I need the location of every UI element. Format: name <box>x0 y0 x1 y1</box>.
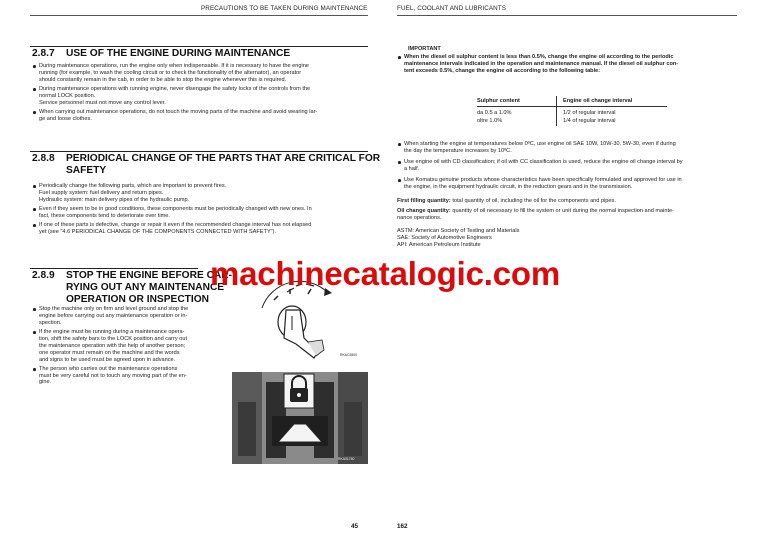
machine-photo-illustration <box>232 372 368 464</box>
table-row <box>477 107 667 116</box>
section-rule <box>30 151 368 152</box>
oil-change-text: quantity of oil necessary to fill the system or unit during the normal inspection and mainte- <box>450 208 675 214</box>
section-rule <box>30 46 368 47</box>
section-title: SAFETY <box>66 165 107 176</box>
section-title: STOP THE ENGINE BEFORE CAR- <box>66 270 233 281</box>
oil-change-text: nance operations. <box>397 214 442 221</box>
list-item: When the diesel oil sulphur content is less than 0.5%, change the engine oil according to the periodic maintenance intervals indicated in the operation and maintenance manual. If the diesel oil sulphur con- tent exceeds 0.5%, change the engine oil according to the following table: <box>397 54 747 75</box>
section-title: OPERATION OR INSPECTION <box>66 294 210 305</box>
oil-change-label: Oil change quantity: <box>397 208 451 214</box>
table-row <box>477 116 667 127</box>
section-2-8-7-heading <box>32 48 290 60</box>
section-2-8-7-list <box>32 63 368 125</box>
machine-photo <box>232 372 368 464</box>
table-header-row <box>477 96 667 107</box>
abbreviation: SAE: Society of Automotive Engineers <box>397 234 492 241</box>
figure-code: RKA01760 <box>338 457 355 461</box>
section-number: 2.8.8 <box>32 153 55 164</box>
list-item: During maintenance operations with running engine, never disengage the safety locks of the controls from the normal LOCK position. Service personnel must not move any control lever. <box>32 86 368 107</box>
section-title: PERIODICAL CHANGE OF THE PARTS THAT ARE CRITICAL FOR <box>66 153 381 164</box>
section-title: USE OF THE ENGINE DURING MAINTENANCE <box>66 48 291 59</box>
abbreviations <box>397 228 519 249</box>
first-filling-definition <box>397 198 753 205</box>
right-page-header: FUEL, COOLANT AND LUBRICANTS <box>397 5 507 12</box>
watermark: machinecatalogic.com <box>210 255 560 292</box>
figure-code: RKAC2800 <box>340 353 357 357</box>
section-2-8-9-heading <box>32 270 232 306</box>
list-item: When starting the engine at temperatures below 0ºC, use engine oil SAE 10W, 10W-30, 5W-30, even if during the day the temperature increases by 10ºC. <box>397 141 753 155</box>
list-item: The person who carries out the maintenance operations must be very careful not to touch any moving part of the en- gine. <box>32 366 222 387</box>
list-item: If one of these parts is defective, change or repair it even if the recommended change interval has not elapsed yet (see "4.6 PERIODICAL CHANGE OF THE COMPONENTS CONNECTED WITH SAFETY"). <box>32 222 368 236</box>
list-item: Even if they seem to be in good conditions, these components must be periodically changed with new ones. In fact, these components tend to deteriorate over time. <box>32 206 368 220</box>
section-number: 2.8.9 <box>32 270 55 281</box>
header-rule <box>30 15 368 16</box>
table-cell: oltre 1.0% <box>477 116 557 127</box>
list-item: Periodically change the following parts, which are important to prevent fires. Fuel supply system: fuel delivery and return pipes. Hydraulic system: main delivery pipes of the hydraulic pump. <box>32 183 368 204</box>
abbreviation: API: American Petroleum Institute <box>397 241 481 248</box>
list-item: Use Komatsu genuine products whose characteristics have been specifically formulated and approved for use in the engine, in the equipment hydraulic circuit, in the reduction gears and in the transmission. <box>397 177 753 191</box>
oil-change-definition <box>397 208 753 222</box>
list-item: Use engine oil with CD classification; if oil with CC classification is used, reduce the engine oil change interval by a half. <box>397 159 753 173</box>
oil-notes-list <box>397 141 753 194</box>
table-header-cell: Sulphur content <box>477 96 557 107</box>
left-page-header: PRECAUTIONS TO BE TAKEN DURING MAINTENANCE <box>201 5 368 12</box>
section-title: RYING OUT ANY MAINTENANCE <box>66 282 225 293</box>
abbreviation: ASTM: American Society of Testing and Materials <box>397 228 520 234</box>
sulphur-table <box>477 96 667 126</box>
list-item: Stop the machine only on firm and level ground and stop the engine before carrying out any maintenance operation or in- spection. <box>32 306 222 327</box>
list-item: If the engine must be running during a maintenance opera- tion, shift the safety bars to the LOCK position and carry out the maintenance operation with the help of another person; one operator must remain on the machine and the words and signs to be used must be agreed upon in advance. <box>32 329 222 364</box>
important-label: IMPORTANT <box>408 46 441 52</box>
first-filling-label: First filling quantity: <box>397 198 451 204</box>
table-cell: 1/2 of regular interval <box>563 109 616 116</box>
list-item: During maintenance operations, run the engine only when indispensable. If it is necessary to have the engine running (for example, to wash the cooling circuit or to check the functionality of the alternator), an operator should constantly remain in the cab, in order to be able to stop the engine whenever this is required. <box>32 63 368 84</box>
table-cell: 1/4 of regular interval <box>563 118 616 124</box>
page-number: 162 <box>397 523 408 530</box>
section-rule <box>30 268 198 269</box>
list-item: When carrying out maintenance operations, do not touch the moving parts of the machine and avoid wearing lar- ge and loose clothes. <box>32 109 368 123</box>
table-header-cell: Engine oil change interval <box>557 96 668 107</box>
section-2-8-8-list <box>32 183 368 238</box>
first-filling-text: total quantity of oil, including the oil for the components and pipes. <box>450 198 616 204</box>
table-cell: da 0.5 a 1.0% <box>477 107 557 116</box>
important-list <box>397 54 747 77</box>
section-2-8-9-list <box>32 306 222 389</box>
section-2-8-8-heading <box>32 153 380 177</box>
section-number: 2.8.7 <box>32 48 55 59</box>
page-number: 45 <box>351 523 359 530</box>
header-rule <box>397 15 737 16</box>
